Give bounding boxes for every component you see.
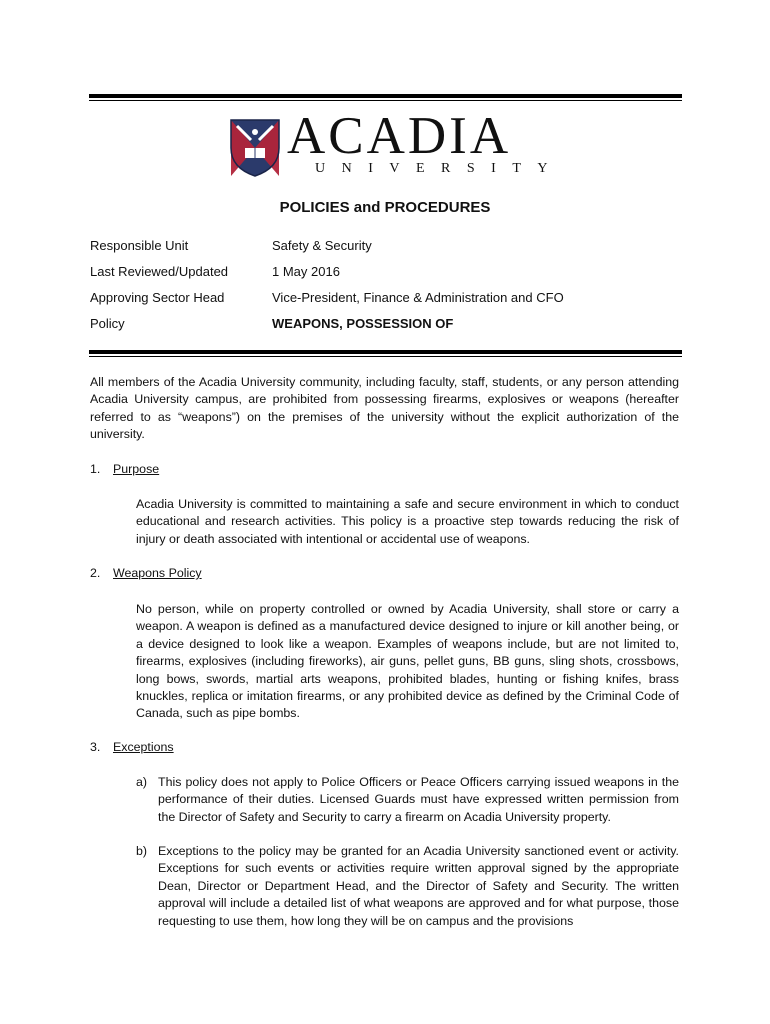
crest-icon bbox=[229, 118, 281, 178]
document-title: POLICIES and PROCEDURES bbox=[279, 199, 491, 216]
section-title: Purpose bbox=[113, 462, 160, 476]
meta-value-policy-name: WEAPONS, POSSESSION OF bbox=[272, 316, 454, 331]
intro-paragraph: All members of the Acadia University community, including faculty, staff, students, or any person attending Acadia University campus, are prohibited from possessing firearms, explosives or weapons (hereafter referred to as “weapons”) on the premises of the university without the explicit authorization of the university. bbox=[90, 375, 679, 442]
section-heading-purpose bbox=[90, 462, 159, 476]
section-number: 1. bbox=[90, 462, 101, 476]
meta-value: Vice-President, Finance & Administration and CFO bbox=[272, 290, 564, 305]
exception-item-label: b) bbox=[136, 844, 148, 858]
meta-rule-thick bbox=[89, 350, 682, 354]
meta-label: Responsible Unit bbox=[90, 238, 189, 253]
exception-item-label: a) bbox=[136, 775, 148, 789]
meta-label: Policy bbox=[90, 316, 125, 331]
section-title: Weapons Policy bbox=[113, 566, 202, 580]
section-body-purpose: Acadia University is committed to maintaining a safe and secure environment in which to conduct educational and research activities. This policy is a proactive step towards reducing the risk of injury or death associated with intentional or accidental use of weapons. bbox=[136, 497, 679, 546]
section-number: 3. bbox=[90, 740, 101, 754]
header-rule-thin bbox=[89, 100, 682, 101]
meta-label: Approving Sector Head bbox=[90, 290, 225, 305]
meta-value: Safety & Security bbox=[272, 238, 372, 253]
section-title: Exceptions bbox=[113, 740, 174, 754]
exception-item-text: This policy does not apply to Police Officers or Peace Officers carrying issued weapons in the performance of their duties. Licensed Guards must have expressed written permission from the Director of Safety and Security to carry a firearm on Acadia University property. bbox=[158, 775, 679, 824]
section-body-weapons-policy: No person, while on property controlled or owned by Acadia University, shall store or carry a weapon. A weapon is defined as a manufactured device designed to injure or kill another being, or a device designed to look like a weapon. Examples of weapons include, but are not limited to, firearms, explosives (including fireworks), air guns, pellet guns, BB guns, sling shots, crossbows, long bows, swords, martial arts weapons, prohibited blades, hunting or fishing knifes, brass knuckles, replica or imitation firearms, or any prohibited device as defined by the Criminal Code of Canada, such as pipe bombs. bbox=[136, 602, 679, 721]
logo-subtitle: UNIVERSITY bbox=[315, 161, 564, 176]
meta-rule-thin bbox=[89, 356, 682, 357]
meta-value: 1 May 2016 bbox=[272, 264, 340, 279]
acadia-logo bbox=[229, 107, 564, 180]
section-number: 2. bbox=[90, 566, 101, 580]
meta-label: Last Reviewed/Updated bbox=[90, 264, 229, 279]
section-heading-weapons-policy bbox=[90, 566, 202, 580]
exception-item-text: Exceptions to the policy may be granted for an Acadia University sanctioned event or activity. Exceptions for such events or activities require written approval signed by the appropriate Dean, Director or Department Head, and the Director of Safety and Security. The written approval will include a detailed list of what weapons are approved and for what purpose, those requesting to use them, how long they will be on campus and the provisions bbox=[158, 844, 679, 928]
header-rule-thick bbox=[89, 94, 682, 98]
section-heading-exceptions bbox=[90, 740, 174, 754]
logo-wordmark: ACADIA bbox=[287, 107, 512, 165]
